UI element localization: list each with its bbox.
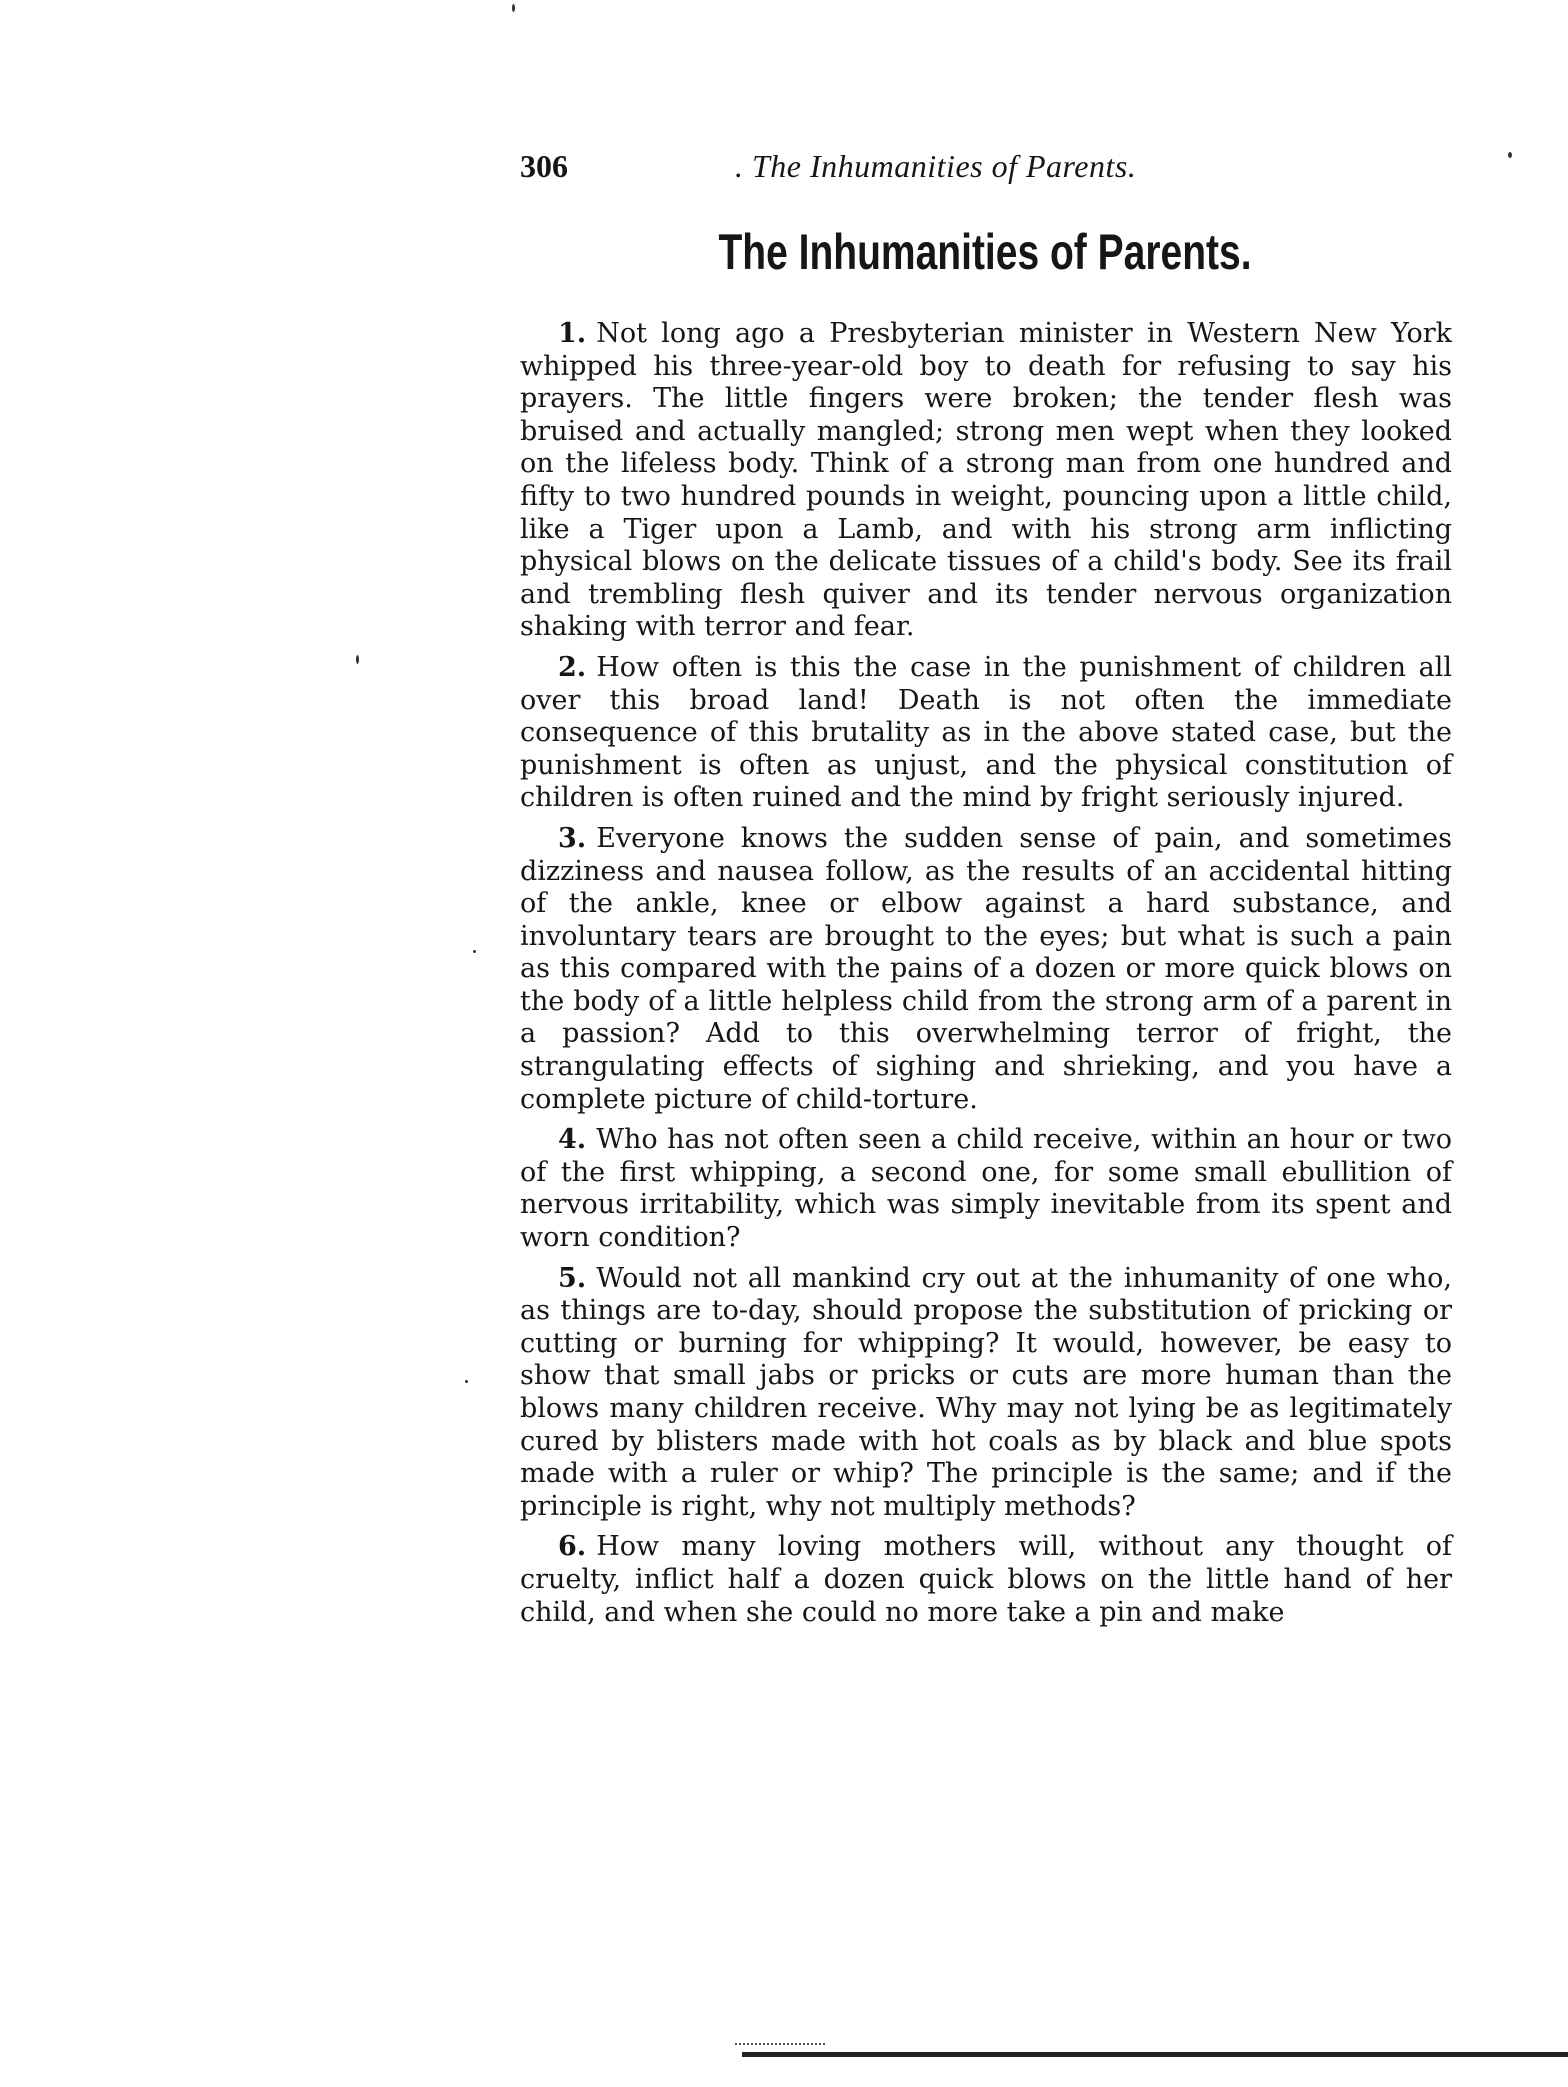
paragraph-number: 6. xyxy=(558,1531,587,1563)
running-head xyxy=(520,148,1500,188)
body-text xyxy=(520,318,1452,1637)
paragraph-number: 3. xyxy=(558,822,587,854)
paragraph-2 xyxy=(520,652,1452,815)
paragraph-number: 2. xyxy=(558,651,587,683)
paragraph-4 xyxy=(520,1124,1452,1254)
paragraph-number: 1. xyxy=(558,318,587,349)
paragraph-6 xyxy=(520,1531,1452,1629)
scan-speck xyxy=(465,1380,468,1383)
paragraph-text: How many loving mothers will, without any thought of cruelty, inflict half a dozen quick blows on the little hand of her child, and when she could no more take a pin and make xyxy=(520,1531,1452,1628)
paragraph-3 xyxy=(520,823,1452,1116)
scan-speck xyxy=(473,950,476,953)
scan-edge-rule xyxy=(742,2052,1568,2057)
paragraph-text: Would not all mankind cry out at the inhumanity of one who, as things are to-day, should propose the substitution of pricking or cutting or burning for whipping? It would, however, be easy to show that small jabs or pricks or cuts are more human than the blows many children receive. Why may not lying be as legitimately cured by blisters made with hot coals as by black and blue spots made with a ruler or whip? The principle is the same; and if the principle is right, why not multiply methods? xyxy=(520,1262,1452,1522)
paragraph-1 xyxy=(520,318,1452,644)
page-number: 306 xyxy=(520,148,568,184)
paragraph-number: 4. xyxy=(558,1124,587,1156)
paragraph-text: Everyone knows the sudden sense of pain, and sometimes dizziness and nausea follow, as the results of an accidental hitting of the ankle, knee or elbow against a hard substance, and involuntary tears are brought to the eyes; but what is such a pain as this compared with the pains of a dozen or more quick blows on the body of a little helpless child from the strong arm of a parent in a passion? Add to this overwhelming terror of fright, the strangulating effects of sighing and shrieking, and you have a complete picture of child-torture. xyxy=(520,822,1452,1115)
running-title: . The Inhumanities of Parents. xyxy=(735,148,1137,184)
scan-dotted-rule xyxy=(735,2043,825,2047)
paragraph-number: 5. xyxy=(558,1262,587,1294)
chapter-title: The Inhumanities of Parents. xyxy=(718,224,1252,280)
paragraph-text: How often is this the case in the punishment of children all over this broad land! Death is not often the immediate consequence of this brutality as in the above stated case, but the punishment is often as unjust, and the physical constitution of children is often ruined and the mind by fright seriously injured. xyxy=(520,651,1452,814)
paragraph-text: Not long ago a Presbyterian minister in Western New York whipped his three-year-old boy to death for refusing to say his prayers. The little fingers were broken; the tender flesh was bruised and actually mangled; strong men wept when they looked on the lifeless body. Think of a strong man from one hundred and fifty to two hundred pounds in weight, pouncing upon a little child, like a Tiger upon a Lamb, and with his strong arm inflicting physical blows on the delicate tissues of a child's body. See its frail and trembling flesh quiver and its tender nervous organization shaking with terror and fear. xyxy=(520,318,1452,643)
scan-speck xyxy=(356,655,359,664)
scan-speck xyxy=(1508,152,1512,158)
paragraph-5 xyxy=(520,1263,1452,1524)
scan-speck xyxy=(512,4,515,12)
paragraph-text: Who has not often seen a child receive, within an hour or two of the first whipping, a second one, for some small ebullition of nervous irritability, which was simply inevitable from its spent and worn condition? xyxy=(520,1124,1452,1254)
